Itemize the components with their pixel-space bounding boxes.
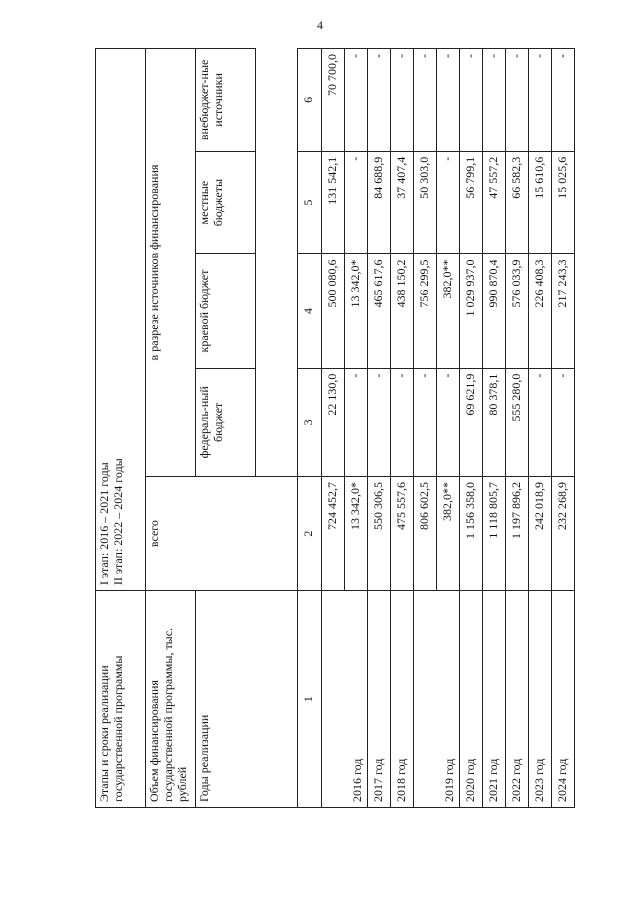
- col-num-5: 5: [297, 151, 321, 254]
- regional-cell: 217 243,3: [551, 254, 574, 368]
- year-cell: 2017 год: [367, 591, 390, 808]
- extra-cell: -: [505, 49, 528, 152]
- total-cell: 13 342,0*: [344, 477, 367, 591]
- total-cell: 724 452,7: [321, 477, 344, 591]
- regional-cell: 500 080,6: [321, 254, 344, 368]
- extra-cell: -: [459, 49, 482, 152]
- federal-cell: -: [390, 368, 413, 476]
- extra-cell: -: [528, 49, 551, 152]
- federal-cell: -: [367, 368, 390, 476]
- stages-label: Этапы и сроки реализации государственной программы: [96, 591, 146, 808]
- regional-cell: 990 870,4: [482, 254, 505, 368]
- table-row: [459, 49, 482, 808]
- total-cell: 382,0**: [436, 477, 459, 591]
- federal-cell: 22 130,0: [321, 368, 344, 476]
- total-cell: 242 018,9: [528, 477, 551, 591]
- stage-one: I этап: 2016 – 2021 годы: [97, 462, 111, 586]
- local-cell: 56 799,1: [459, 151, 482, 254]
- federal-cell: 69 621,9: [459, 368, 482, 476]
- col-extra-header: внебюджет-ные источники: [196, 49, 256, 152]
- table-row: [413, 49, 436, 808]
- year-cell: 2023 год: [528, 591, 551, 808]
- local-cell: -: [344, 151, 367, 254]
- local-cell: 66 582,3: [505, 151, 528, 254]
- col-total-header: всего: [146, 477, 298, 591]
- col-num-2: 2: [297, 477, 321, 591]
- table-row: [321, 49, 344, 808]
- col-num-3: 3: [297, 368, 321, 476]
- extra-cell: -: [436, 49, 459, 152]
- year-cell: 2022 год: [505, 591, 528, 808]
- local-cell: 15 610,6: [528, 151, 551, 254]
- extra-cell: -: [551, 49, 574, 152]
- local-cell: 131 542,1: [321, 151, 344, 254]
- regional-cell: 465 617,6: [367, 254, 390, 368]
- total-cell: 550 306,5: [367, 477, 390, 591]
- years-label: Годы реализации: [196, 591, 298, 808]
- volume-label: Объем финансирования государственной программы, тыс. рублей: [146, 591, 196, 808]
- col-local-header: местные бюджеты: [196, 151, 256, 254]
- federal-cell: 555 280,0: [505, 368, 528, 476]
- regional-cell: 756 299,5: [413, 254, 436, 368]
- year-cell: 2019 год: [413, 591, 459, 808]
- page-number: 4: [317, 18, 323, 32]
- stage-two: II этап: 2022 – 2024 годы: [110, 458, 125, 586]
- year-cell: 2024 год: [551, 591, 574, 808]
- total-cell: 1 118 805,7: [482, 477, 505, 591]
- funding-table-container: [95, 48, 575, 808]
- col-federal-header: федераль-ный бюджет: [196, 368, 256, 476]
- total-cell: 1 197 896,2: [505, 477, 528, 591]
- col-regional-header: краевой бюджет: [196, 254, 256, 368]
- year-cell: 2021 год: [482, 591, 505, 808]
- federal-cell: -: [528, 368, 551, 476]
- local-cell: 37 407,4: [390, 151, 413, 254]
- extra-cell: -: [390, 49, 413, 152]
- year-cell: 2016 год: [321, 591, 367, 808]
- local-cell: 15 025,6: [551, 151, 574, 254]
- local-cell: 50 303,0: [413, 151, 436, 254]
- regional-cell: 226 408,3: [528, 254, 551, 368]
- regional-cell: 382,0**: [436, 254, 459, 368]
- regional-cell: 13 342,0*: [344, 254, 367, 368]
- extra-cell: -: [344, 49, 367, 152]
- table-row: [482, 49, 505, 808]
- federal-cell: -: [344, 368, 367, 476]
- total-cell: 232 268,9: [551, 477, 574, 591]
- regional-cell: 438 150,2: [390, 254, 413, 368]
- total-cell: 806 602,5: [413, 477, 436, 591]
- col-num-6: 6: [297, 49, 321, 152]
- col-num-4: 4: [297, 254, 321, 368]
- year-cell: 2020 год: [459, 591, 482, 808]
- federal-cell: -: [413, 368, 436, 476]
- funding-table: [95, 48, 575, 808]
- stages-value: [96, 49, 146, 591]
- col-num-1: 1: [297, 591, 321, 808]
- extra-cell: -: [413, 49, 436, 152]
- extra-cell: -: [482, 49, 505, 152]
- local-cell: 47 557,2: [482, 151, 505, 254]
- table-row: [390, 49, 413, 808]
- col-sources-header: в разрезе источников финансирования: [146, 49, 196, 477]
- local-cell: 84 688,9: [367, 151, 390, 254]
- table-row: [551, 49, 574, 808]
- extra-cell: -: [367, 49, 390, 152]
- total-cell: 1 156 358,0: [459, 477, 482, 591]
- federal-cell: 80 378,1: [482, 368, 505, 476]
- federal-cell: -: [436, 368, 459, 476]
- local-cell: -: [436, 151, 459, 254]
- federal-cell: -: [551, 368, 574, 476]
- table-row: [505, 49, 528, 808]
- regional-cell: 576 033,9: [505, 254, 528, 368]
- table-row: [528, 49, 551, 808]
- extra-cell: 70 700,0: [321, 49, 344, 152]
- year-cell: 2018 год: [390, 591, 413, 808]
- regional-cell: 1 029 937,0: [459, 254, 482, 368]
- total-cell: 475 557,6: [390, 477, 413, 591]
- table-row: [367, 49, 390, 808]
